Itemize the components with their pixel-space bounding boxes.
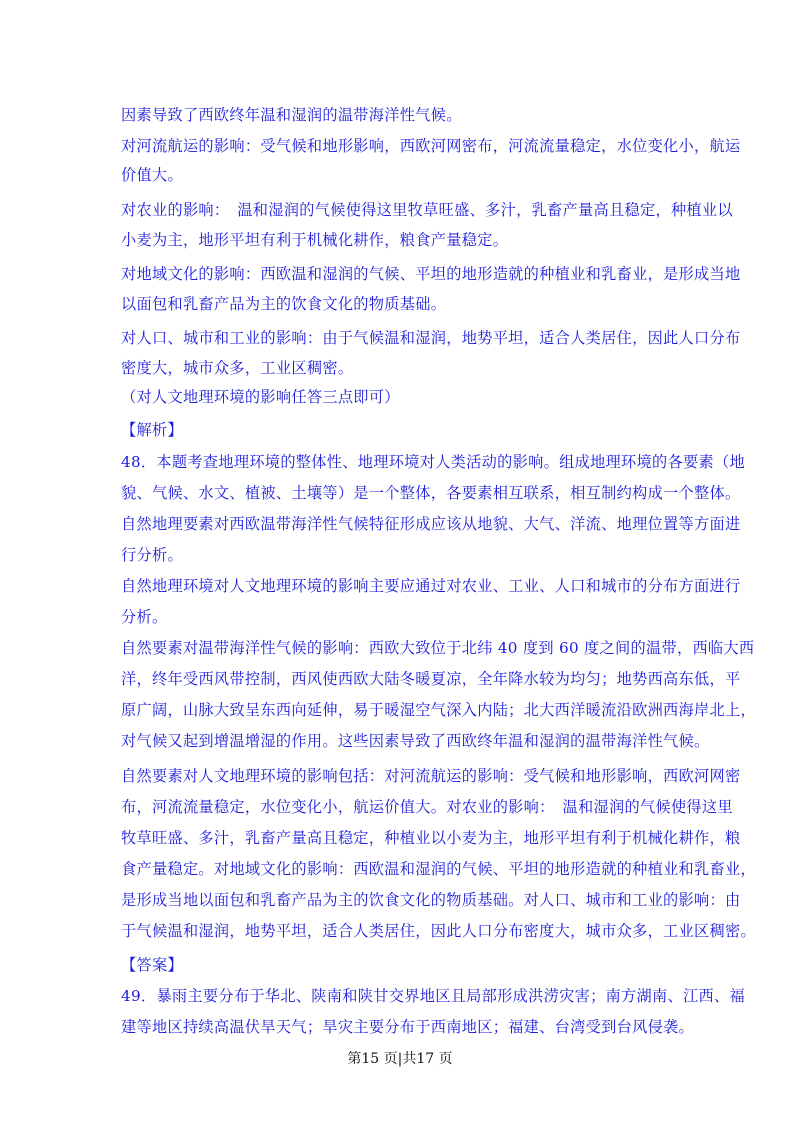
text-line: 因素导致了西欧终年温和湿润的温带海洋性气候。 — [121, 106, 462, 124]
text-line: 于气候温和湿润，地势平坦，适合人类居住，因此人口分布密度大，城市众多，工业区稠密。 — [121, 922, 756, 940]
text-line: 自然要素对温带海洋性气候的影响：西欧大致位于北纬 40 度到 60 度之间的温带，西临大西 — [121, 639, 755, 657]
text-line: 48．本题考查地理环境的整体性、地理环境对人类活动的影响。组成地理环境的各要素（地 — [121, 453, 745, 471]
text-line: 自然要素对人文地理环境的影响包括：对河流航运的影响：受气候和地形影响，西欧河网密 — [121, 767, 741, 785]
text-line: 自然地理要素对西欧温带海洋性气候特征形成应该从地貌、大气、洋流、地理位置等方面进 — [121, 515, 741, 533]
text-line: 对地域文化的影响：西欧温和湿润的气候、平坦的地形造就的种植业和乳畜业，是形成当地 — [121, 265, 741, 283]
text-line: 原广阔，山脉大致呈东西向延伸，易于暖湿空气深入内陆；北大西洋暖流沿欧洲西海岸北上， — [121, 701, 756, 719]
text-line: 牧草旺盛、多汁，乳畜产量高且稳定，种植业以小麦为主，地形平坦有利于机械化耕作，粮 — [121, 829, 741, 847]
text-line: 价值大。 — [121, 166, 183, 184]
text-line: 对农业的影响： 温和湿润的气候使得这里牧草旺盛、多汁，乳畜产量高且稳定，种植业以 — [121, 201, 733, 219]
text-line: 食产量稳定。对地域文化的影响：西欧温和湿润的气候、平坦的地形造就的种植业和乳畜业， — [121, 860, 756, 878]
text-line: （对人文地理环境的影响任答三点即可） — [121, 388, 400, 406]
text-line: 49．暴雨主要分布于华北、陕南和陕甘交界地区且局部形成洪涝灾害；南方湖南、江西、福 — [121, 987, 745, 1005]
text-line: 建等地区持续高温伏旱天气；旱灾主要分布于西南地区；福建、台湾受到台风侵袭。 — [121, 1018, 695, 1036]
text-line: 密度大，城市众多，工业区稠密。 — [121, 359, 354, 377]
text-line: 对气候又起到增温增湿的作用。这些因素导致了西欧终年温和湿润的温带海洋性气候。 — [121, 732, 710, 750]
text-line: 是形成当地以面包和乳畜产品为主的饮食文化的物质基础。对人口、城市和工业的影响：由 — [121, 891, 741, 909]
text-line: 貌、气候、水文、植被、土壤等）是一个整体，各要素相互联系，相互制约构成一个整体。 — [121, 484, 741, 502]
text-line: 行分析。 — [121, 546, 183, 564]
section-heading-analysis: 【解析】 — [121, 421, 183, 439]
text-line: 对人口、城市和工业的影响：由于气候温和湿润，地势平坦，适合人类居住，因此人口分布 — [121, 329, 741, 347]
text-line: 对河流航运的影响：受气候和地形影响，西欧河网密布，河流流量稳定，水位变化小，航运 — [121, 137, 741, 155]
page-footer: 第15 页|共17 页 — [347, 1051, 453, 1067]
text-line: 自然地理环境对人文地理环境的影响主要应通过对农业、工业、人口和城市的分布方面进行 — [121, 577, 741, 595]
section-heading-answer: 【答案】 — [121, 956, 183, 974]
text-line: 分析。 — [121, 608, 168, 626]
text-line: 布，河流流量稳定，水位变化小，航运价值大。对农业的影响： 温和湿润的气候使得这里 — [121, 798, 733, 816]
text-line: 洋，终年受西风带控制，西风使西欧大陆冬暖夏凉，全年降水较为均匀；地势西高东低，平 — [121, 670, 741, 688]
text-line: 以面包和乳畜产品为主的饮食文化的物质基础。 — [121, 295, 447, 313]
text-line: 小麦为主，地形平坦有利于机械化耕作，粮食产量稳定。 — [121, 231, 509, 249]
